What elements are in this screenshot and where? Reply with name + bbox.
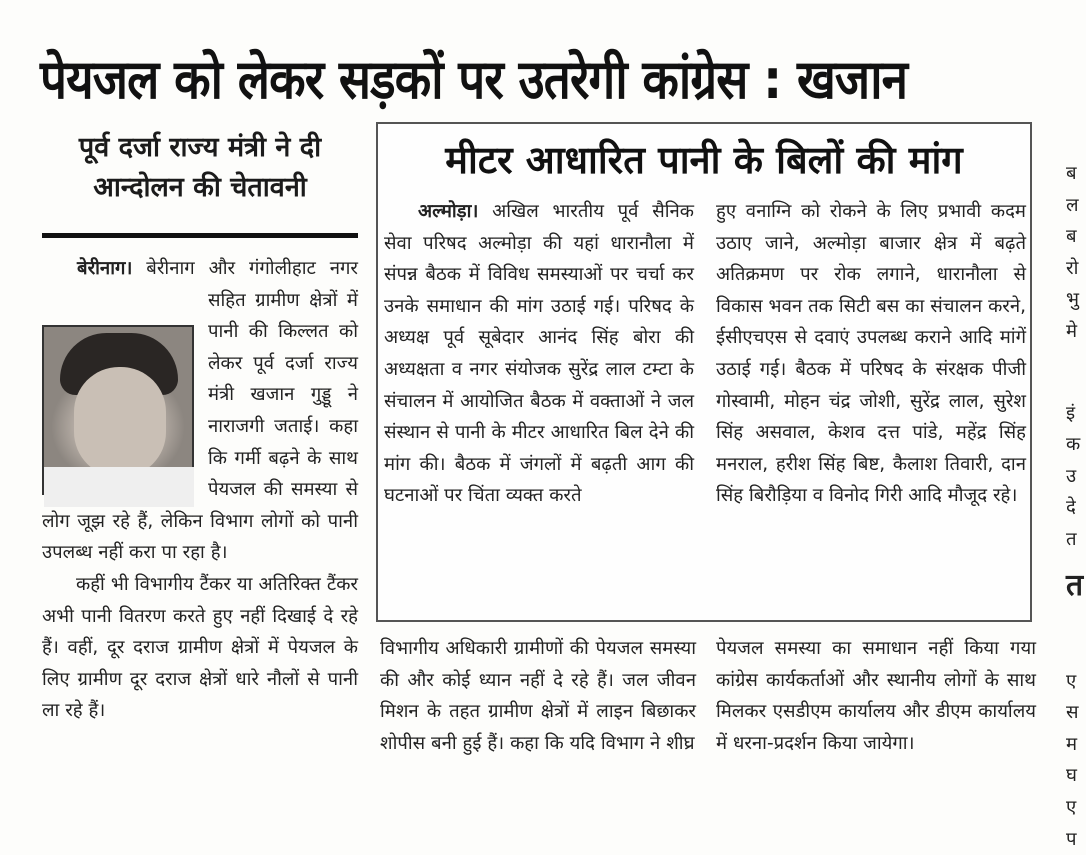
divider-rule [42, 233, 358, 238]
continued-text-1: विभागीय अधिकारी ग्रामीणों की पेयजल समस्या की और कोई ध्यान नहीं दे रहे हैं। जल जीवन मिशन के तहत ग्रामीण क्षेत्रों में लाइन बिछाकर शोपीस बनी हुई हैं। कहा कि यदि विभाग ने शीघ्र [380, 633, 696, 759]
edge-fragment: प [1066, 824, 1086, 855]
main-story-continued-column-2 [716, 633, 1036, 759]
edge-fragment: ल [1066, 190, 1086, 222]
edge-fragment: ए [1066, 666, 1086, 698]
edge-fragment: ब [1066, 221, 1086, 253]
edge-fragment: मे [1066, 316, 1086, 348]
edge-fragment: क [1066, 429, 1086, 461]
boxed-dateline: अल्मोड़ा। [418, 201, 478, 222]
boxed-story-column-1 [384, 196, 694, 512]
edge-fragment: रो [1066, 253, 1086, 285]
adjacent-article-edge [1066, 158, 1086, 855]
edge-fragment: दे [1066, 492, 1086, 524]
edge-fragment: स [1066, 697, 1086, 729]
edge-fragment: भु [1066, 284, 1086, 316]
edge-fragment: त [1066, 524, 1086, 556]
para1-lead-text: बेरीनाग और गंगोलीहाट नगर सहित ग्रामीण क्षेत्रों में पानी की किल्लत को लेकर पूर्व दर्जा राज्य मंत्री खजान गुड्डू ने नाराजगी जताई। कहा कि गर्मी बढ़ने के साथ पेयजल की समस्या से लोग जूझ रहे हैं, लेकिन विभाग लोगों को पानी उपलब्ध नहीं करा पा रहा है। [42, 258, 358, 563]
edge-fragment: उ [1066, 461, 1086, 493]
edge-fragment: ए [1066, 792, 1086, 824]
sub-headline: पूर्व दर्जा राज्य मंत्री ने दी आन्दोलन की चेतावनी [40, 128, 360, 208]
main-story-continued-column-1 [380, 633, 696, 759]
boxed-col2-text: हुए वनाग्नि को रोकने के लिए प्रभावी कदम उठाए जाने, अल्मोड़ा बाजार क्षेत्र में बढ़ते अतिक्रमण पर रोक लगाने, धारानौला से विकास भवन तक सिटी बस का संचालन करने, ईसीएचएस से दवाएं उपलब्ध कराने आदि मांगें उठाई गई। बैठक में परिषद के संरक्षक पीजी गोस्वामी, मोहन चंद्र जोशी, सुरेंद्र लाल, सुरेश सिंह असवाल, केशव दत्त पांडे, महेंद्र सिंह मनराल, हरीश सिंह बिष्ट, कैलाश तिवारी, दान सिंह बिरौड़िया व विनोद गिरी आदि मौजूद रहे। [716, 196, 1026, 512]
main-story-para2: कहीं भी विभागीय टैंकर या अतिरिक्त टैंकर अभी पानी वितरण करते हुए नहीं दिखाई दे रहे हैं। वहीं, दूर दराज ग्रामीण क्षेत्रों में पेयजल के लिए ग्रामीण दूर दराज क्षेत्रों धारे नौलों से पानी ला रहे हैं। [42, 569, 358, 727]
boxed-story-headline: मीटर आधारित पानी के बिलों की मांग [378, 124, 1030, 196]
photo-offset [42, 253, 43, 316]
dateline: बेरीनाग। [77, 258, 132, 279]
boxed-story-column-2 [716, 196, 1026, 512]
continued-text-2: पेयजल समस्या का समाधान नहीं किया गया कांग्रेस कार्यकर्ताओं और स्थानीय लोगों के साथ मिलकर एसडीएम कार्यालय और डीएम कार्यालय में धरना-प्रदर्शन किया जायेगा। [716, 633, 1036, 759]
edge-fragment: म [1066, 729, 1086, 761]
portrait-photo [42, 325, 194, 495]
edge-fragment: इं [1066, 398, 1086, 430]
edge-fragment: ब [1066, 158, 1086, 190]
edge-headline-fragment: त [1066, 556, 1086, 616]
edge-fragment: घ [1066, 760, 1086, 792]
main-headline: पेयजल को लेकर सड़कों पर उतरेगी कांग्रेस : खजान [40, 40, 920, 120]
boxed-story [376, 122, 1032, 622]
boxed-col1-text: अखिल भारतीय पूर्व सैनिक सेवा परिषद अल्मोड़ा की यहां धारानौला में संपन्न बैठक में विविध समस्याओं पर चर्चा कर उनके समाधान की मांग उठाई गई। परिषद के अध्यक्ष पूर्व सूबेदार आनंद सिंह बोरा की अध्यक्षता व नगर संयोजक सुरेंद्र लाल टम्टा के संचालन में आयोजित बैठक में वक्ताओं ने जल संस्थान से पानी के मीटर आधारित बिल देने की मांग की। बैठक में जंगलों में बढ़ती आग की घटनाओं पर चिंता व्यक्त करते [384, 201, 694, 506]
main-story-column [42, 253, 358, 727]
